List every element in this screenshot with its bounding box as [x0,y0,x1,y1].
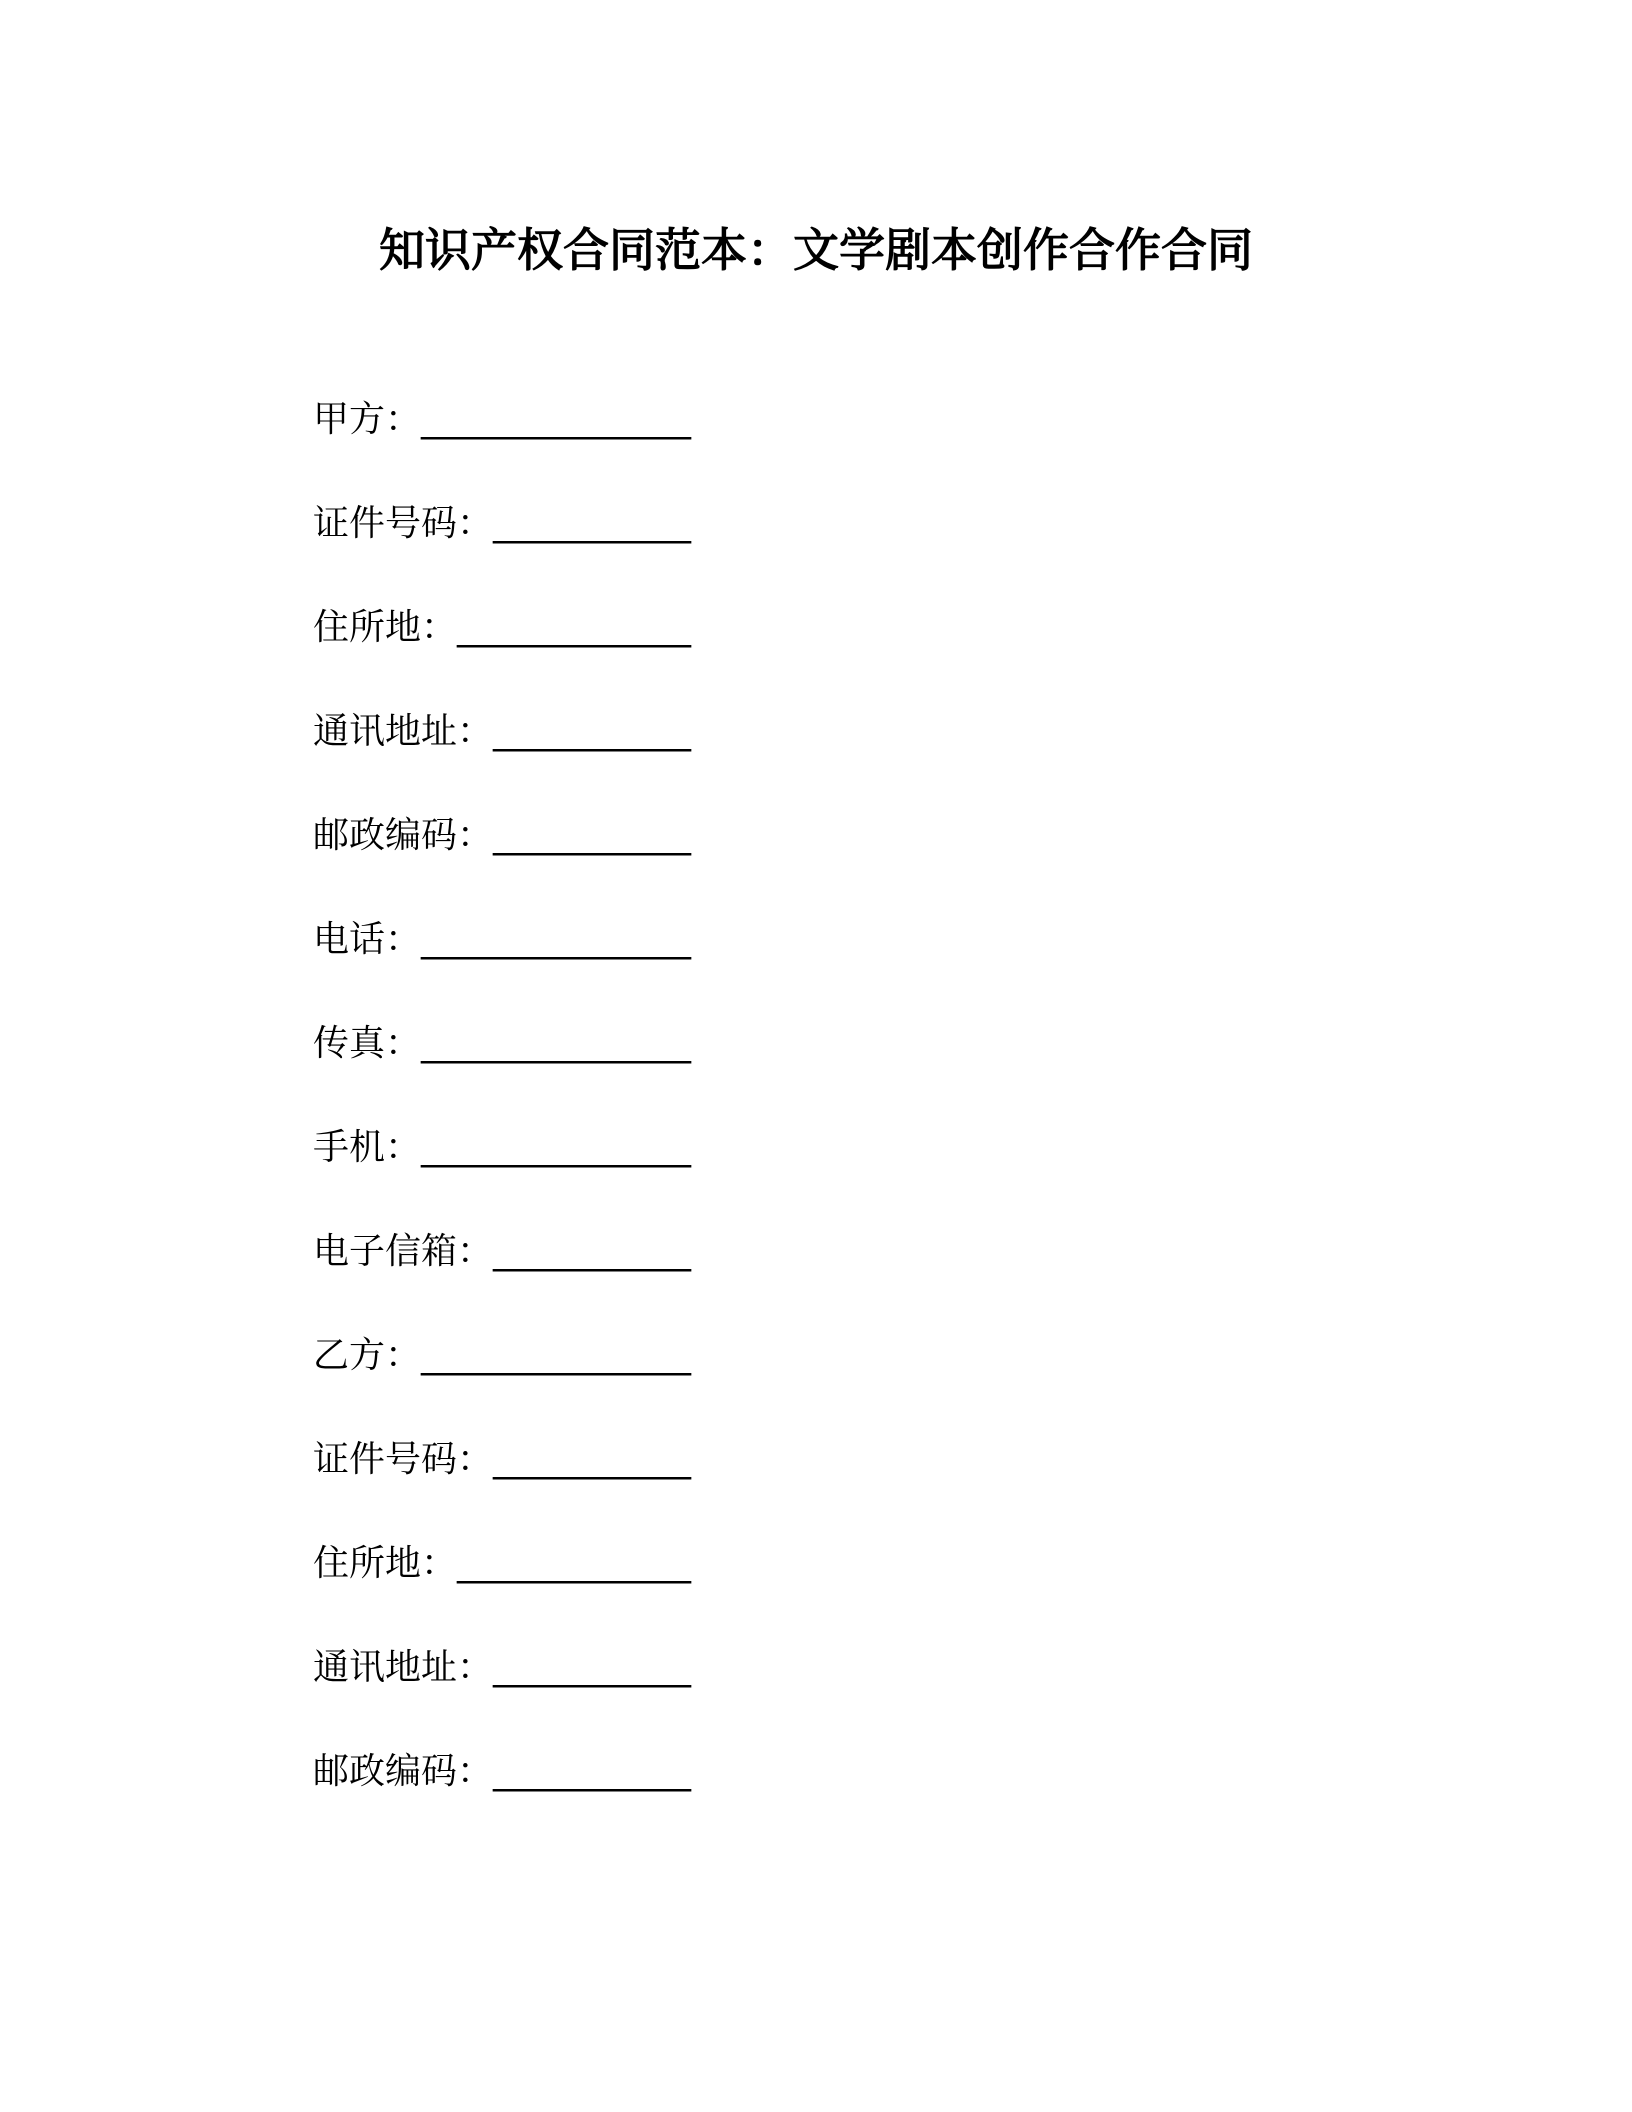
field-label: 传真： [313,1023,422,1064]
field-label: 证件号码： [313,503,494,544]
field-blank-line: _______________ [421,919,692,960]
field-party-a-mobile [313,1118,1413,1222]
field-party-a-email [313,1222,1413,1326]
field-party-a-id-number [313,494,1413,598]
field-party-a-mailing-address [313,702,1413,806]
field-label: 电话： [313,919,422,960]
field-label: 电子信箱： [313,1231,494,1272]
field-label: 邮政编码： [313,1751,494,1792]
field-blank-line: ___________ [493,1647,692,1688]
field-label: 甲方： [313,399,422,440]
field-party-b [313,1326,1413,1430]
field-party-b-mailing-address [313,1638,1413,1742]
field-label: 住所地： [313,607,458,648]
field-label: 邮政编码： [313,815,494,856]
field-blank-line: _____________ [457,607,692,648]
field-label: 住所地： [313,1543,458,1584]
field-party-b-id-number [313,1430,1413,1534]
field-blank-line: ___________ [493,1231,692,1272]
party-info-fields [313,390,1413,1846]
field-party-a-fax [313,1014,1413,1118]
field-label: 乙方： [313,1335,422,1376]
field-blank-line: ___________ [493,1751,692,1792]
field-blank-line: _______________ [421,399,692,440]
field-blank-line: _______________ [421,1127,692,1168]
field-label: 证件号码： [313,1439,494,1480]
field-blank-line: ___________ [493,815,692,856]
field-party-b-postal-code [313,1742,1413,1846]
field-party-a-domicile [313,598,1413,702]
field-label: 通讯地址： [313,1647,494,1688]
field-blank-line: ___________ [493,503,692,544]
field-label: 通讯地址： [313,711,494,752]
field-blank-line: ___________ [493,711,692,752]
field-party-a [313,390,1413,494]
field-blank-line: _______________ [421,1335,692,1376]
field-party-a-phone [313,910,1413,1014]
field-party-a-postal-code [313,806,1413,910]
document-title: 知识产权合同范本：文学剧本创作合作合同 [379,223,1253,277]
field-label: 手机： [313,1127,422,1168]
field-blank-line: ___________ [493,1439,692,1480]
field-blank-line: _____________ [457,1543,692,1584]
field-blank-line: _______________ [421,1023,692,1064]
field-party-b-domicile [313,1534,1413,1638]
